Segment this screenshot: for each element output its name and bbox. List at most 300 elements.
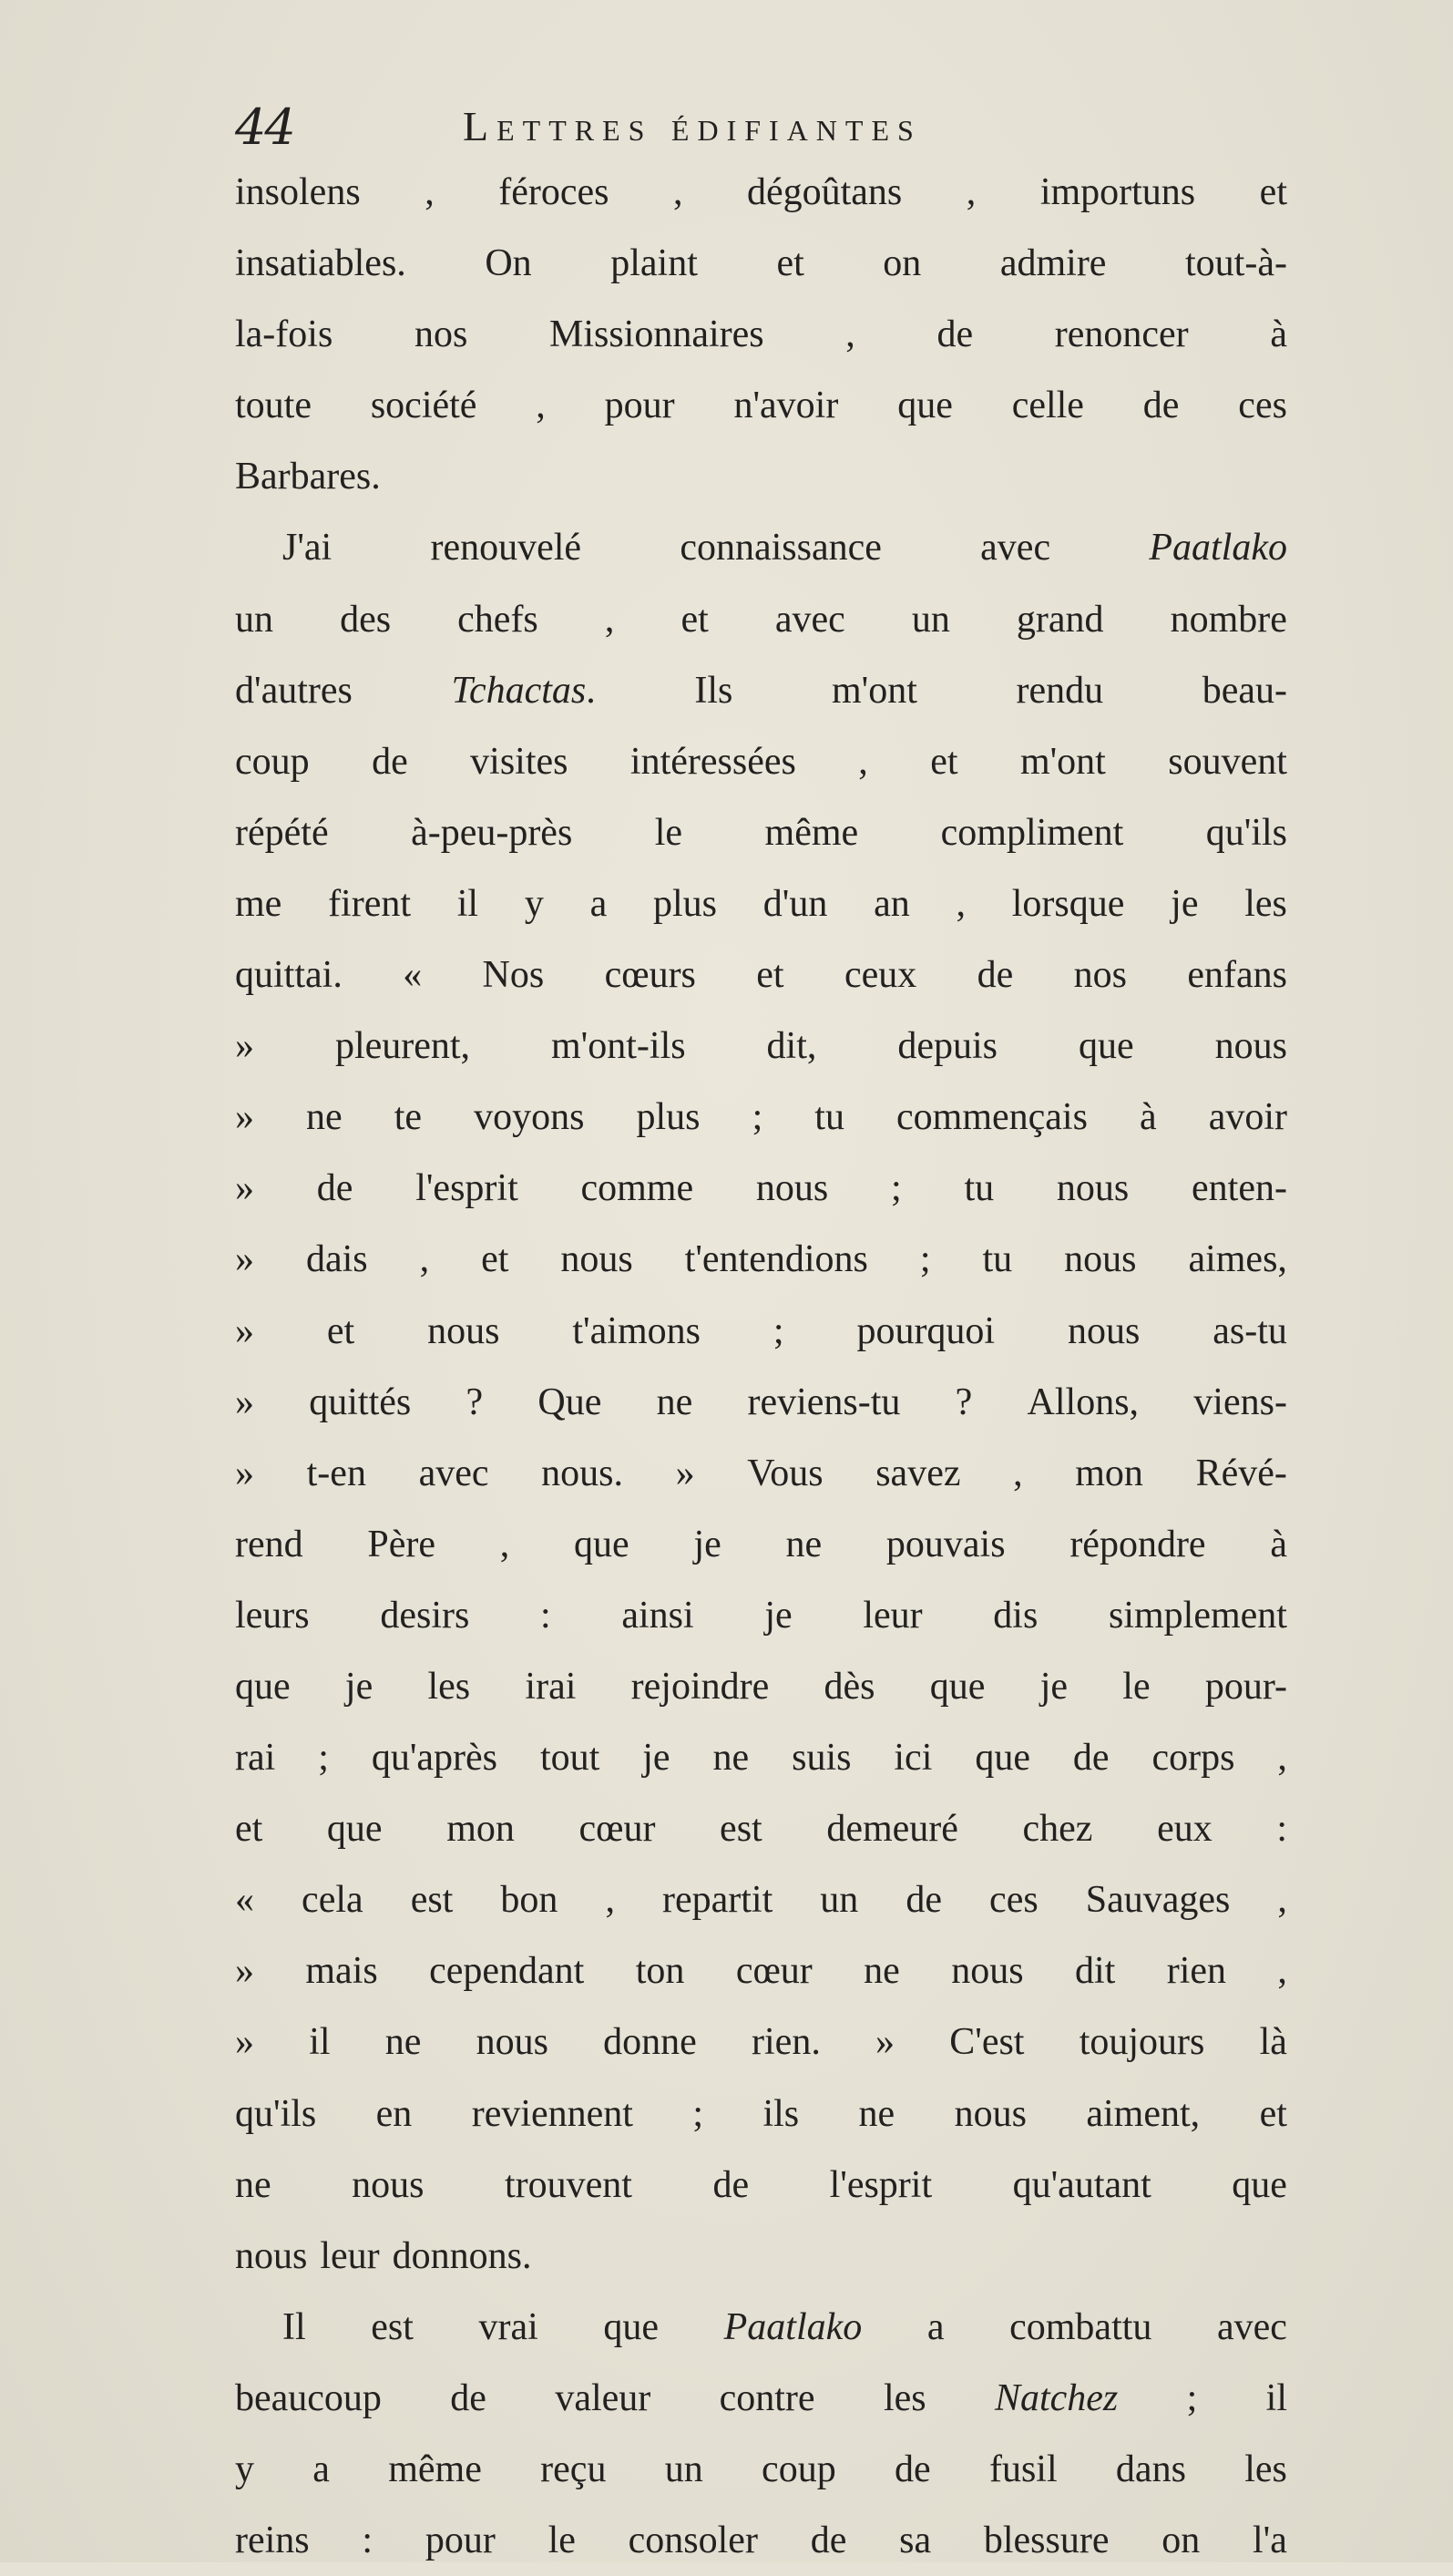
word: a — [312, 2448, 330, 2490]
word: rendu — [1016, 669, 1104, 712]
word: Que — [537, 1380, 602, 1423]
word: dit — [1074, 1950, 1116, 1993]
word: le — [654, 811, 683, 854]
word: rend — [235, 1523, 303, 1565]
word: que — [929, 1665, 986, 1708]
word: et — [756, 954, 784, 997]
word: reins — [235, 2520, 310, 2562]
word: l'esprit — [415, 1167, 518, 1210]
word: bon — [500, 1879, 558, 1922]
word: je — [693, 1523, 721, 1565]
word: l'a — [1252, 2520, 1287, 2562]
text-line — [235, 2505, 1287, 2576]
word: donne — [603, 2021, 697, 2064]
word: que — [897, 385, 953, 427]
word: , — [536, 385, 546, 427]
word: un — [235, 598, 273, 641]
word: ne — [785, 1523, 823, 1565]
word: Paatlako — [723, 2305, 863, 2348]
word: ne — [384, 2021, 422, 2064]
word: tu — [814, 1096, 844, 1139]
text-line — [235, 939, 1287, 1011]
page-number: 44 — [235, 98, 294, 156]
word: l'esprit — [829, 2163, 933, 2206]
text-line — [235, 2434, 1287, 2505]
text-line — [235, 2363, 1287, 2434]
word: eux — [1157, 1808, 1213, 1851]
word: ? — [466, 1380, 484, 1423]
word: ? — [955, 1380, 973, 1423]
word: grand — [1016, 598, 1104, 641]
word: ici — [894, 1737, 933, 1780]
word: » — [675, 1452, 695, 1494]
word: , — [604, 598, 615, 641]
word: la-fois — [235, 313, 333, 356]
word: je — [764, 1594, 793, 1637]
word: quittai. — [235, 954, 343, 997]
word: cœurs — [604, 954, 696, 997]
word: Missionnaires — [548, 313, 764, 356]
word: cela — [302, 1879, 363, 1922]
word: nous — [951, 1950, 1024, 1993]
word: Il — [282, 2305, 306, 2348]
word: ; — [919, 1238, 931, 1281]
word: plus — [636, 1096, 701, 1139]
word: repartit — [661, 1879, 773, 1922]
word: : — [1276, 1808, 1287, 1851]
word: Père — [367, 1523, 436, 1565]
word: , — [1277, 1737, 1287, 1780]
word: ; — [692, 2092, 704, 2135]
text-line — [235, 228, 1287, 299]
word: de — [906, 1879, 942, 1922]
word: nous — [235, 2234, 308, 2277]
word: là — [1259, 2021, 1287, 2064]
word: rien — [1166, 1950, 1226, 1993]
word: , — [425, 171, 435, 213]
word: dit, — [766, 1025, 817, 1068]
word: et — [235, 1808, 263, 1851]
word: ; — [1186, 2376, 1198, 2419]
word: nos — [1073, 954, 1127, 997]
word: ; — [891, 1167, 902, 1210]
word: à-peu-près — [411, 811, 573, 854]
word: » — [235, 1309, 254, 1352]
word: que — [1078, 1025, 1134, 1068]
word: sa — [899, 2520, 932, 2562]
word: contre — [719, 2376, 815, 2419]
word: à — [1270, 1523, 1287, 1565]
word: je — [344, 1665, 373, 1708]
word: mon — [1075, 1452, 1143, 1494]
word: » — [235, 1167, 254, 1210]
word: ceux — [844, 954, 917, 997]
word: avec — [418, 1452, 489, 1494]
word: reviens-tu — [747, 1380, 901, 1423]
word: C'est — [949, 2021, 1025, 2064]
text-line — [235, 1153, 1287, 1224]
word: il — [309, 2021, 331, 2064]
word: est — [720, 1808, 762, 1851]
word: chez — [1022, 1808, 1093, 1851]
word: Tchactas. — [451, 669, 596, 712]
text-line — [235, 1722, 1287, 1793]
word: qu'après — [371, 1737, 498, 1780]
word: , — [858, 740, 868, 783]
word: fusil — [988, 2448, 1058, 2490]
word: Révé- — [1195, 1452, 1287, 1494]
word: nous — [427, 1309, 500, 1352]
word: que — [603, 2305, 660, 2348]
word: un — [820, 1879, 859, 1922]
word: qu'ils — [1205, 811, 1287, 854]
word: t-en — [306, 1452, 366, 1494]
word: avec — [774, 598, 845, 641]
word: importuns — [1039, 171, 1196, 213]
word: leur — [863, 1594, 923, 1637]
word: les — [1244, 882, 1287, 925]
word: de — [712, 2163, 750, 2206]
word: de — [936, 313, 974, 356]
word: desirs — [380, 1594, 470, 1637]
word: Paatlako — [1149, 527, 1287, 570]
word: un — [664, 2448, 703, 2490]
word: me — [235, 882, 282, 925]
word: beau- — [1202, 669, 1287, 712]
running-title: Lettres édifiantes — [463, 103, 922, 149]
word: cœur — [735, 1950, 813, 1993]
word: ainsi — [621, 1594, 694, 1637]
word: firent — [328, 882, 412, 925]
word: d'un — [762, 882, 828, 925]
word: t'entendions — [684, 1238, 868, 1281]
text-line — [235, 2292, 1287, 2363]
word: pour- — [1204, 1665, 1287, 1708]
text-line — [235, 1793, 1287, 1864]
word: tout-à- — [1185, 242, 1287, 285]
word: qu'autant — [1012, 2163, 1151, 2206]
word: insolens — [235, 171, 361, 213]
word: insatiables. — [235, 242, 406, 285]
word: avec — [1217, 2305, 1287, 2348]
word: les — [427, 1665, 471, 1708]
page-header — [235, 98, 1310, 162]
text-line — [235, 1580, 1287, 1651]
word: et — [326, 1309, 355, 1352]
word: de — [895, 2448, 931, 2490]
word: est — [371, 2305, 414, 2348]
word: répondre — [1069, 1523, 1206, 1565]
word: pour — [425, 2520, 496, 2562]
word: ne — [858, 2092, 895, 2135]
word: dis — [993, 1594, 1039, 1637]
word: même — [388, 2448, 482, 2490]
word: à — [1270, 313, 1287, 356]
text-line — [235, 1651, 1287, 1722]
word: savez — [875, 1452, 961, 1494]
word: et — [930, 740, 958, 783]
word: pouvais — [885, 1523, 1006, 1565]
word: chefs — [457, 598, 538, 641]
word: tu — [982, 1238, 1013, 1281]
text-line — [235, 299, 1287, 370]
word: y — [524, 882, 544, 925]
word: aiment, — [1086, 2092, 1201, 2135]
text-line — [235, 1935, 1287, 2006]
word: enfans — [1187, 954, 1287, 997]
word: ; — [318, 1737, 329, 1780]
word: que — [574, 1523, 629, 1565]
word: et — [776, 242, 804, 285]
word: mais — [305, 1950, 378, 1993]
word: ces — [1238, 385, 1287, 427]
word: irai — [525, 1665, 577, 1708]
word: renoncer — [1054, 313, 1189, 356]
word: ne — [235, 2163, 271, 2206]
word: de — [1142, 385, 1180, 427]
word: nous — [954, 2092, 1027, 2135]
word: je — [1039, 1665, 1069, 1708]
text-line — [235, 2221, 1287, 2292]
word: plaint — [610, 242, 698, 285]
word: » — [235, 1380, 254, 1423]
word: leurs — [235, 1594, 310, 1637]
word: cependant — [429, 1950, 585, 1993]
word: , — [956, 882, 967, 925]
word: y — [235, 2448, 254, 2490]
text-line — [235, 1367, 1287, 1438]
text-line — [235, 1438, 1287, 1509]
word: que — [326, 1808, 383, 1851]
word: en — [375, 2092, 413, 2135]
text-line — [235, 584, 1287, 655]
word: demeuré — [826, 1808, 958, 1851]
text-line — [235, 370, 1287, 441]
word: J'ai — [282, 527, 333, 570]
word: , — [1277, 1879, 1287, 1922]
word: un — [911, 598, 950, 641]
word: que — [235, 1665, 291, 1708]
word: a — [589, 882, 608, 925]
word: de — [1072, 1737, 1110, 1780]
word: » — [235, 1950, 254, 1993]
word: consoler — [628, 2520, 758, 2562]
text-line — [235, 655, 1287, 726]
word: » — [235, 1096, 254, 1139]
text-line — [235, 1296, 1287, 1367]
word: avoir — [1208, 1096, 1287, 1139]
word: , — [419, 1238, 430, 1281]
word: nous — [1068, 1309, 1141, 1352]
text-line — [235, 157, 1287, 228]
word: nous — [1056, 1167, 1130, 1210]
word: as-tu — [1213, 1309, 1287, 1352]
word: de — [977, 954, 1014, 997]
word: connaissance — [680, 527, 882, 570]
text-line — [235, 2078, 1287, 2150]
word: commençais — [896, 1096, 1088, 1139]
word: , — [605, 1879, 615, 1922]
word: an — [874, 882, 910, 925]
text-line — [235, 1011, 1287, 1082]
word: renouvelé — [430, 527, 582, 570]
word: dais — [305, 1238, 368, 1281]
word: beaucoup — [235, 2376, 382, 2419]
word: » — [235, 1025, 254, 1068]
word: lorsque — [1011, 882, 1125, 925]
word: dans — [1115, 2448, 1186, 2490]
word: coup — [235, 740, 310, 783]
word: des — [340, 598, 392, 641]
word: Allons, — [1027, 1380, 1140, 1423]
word: de — [810, 2520, 847, 2562]
word: quittés — [309, 1380, 412, 1423]
word: Vous — [747, 1452, 824, 1494]
word: rejoindre — [630, 1665, 770, 1708]
text-line — [235, 797, 1287, 868]
text-line — [235, 1224, 1287, 1295]
word: viens- — [1193, 1380, 1287, 1423]
word: il — [456, 882, 479, 925]
word: corps — [1151, 1737, 1235, 1780]
text-line — [235, 726, 1287, 797]
word: te — [394, 1096, 423, 1139]
word: de — [450, 2376, 486, 2419]
word: ils — [762, 2092, 800, 2135]
word: intéressées — [629, 740, 796, 783]
word: que — [1232, 2163, 1287, 2206]
word: cœur — [578, 1808, 656, 1851]
word: je — [1171, 882, 1199, 925]
word: coup — [762, 2448, 836, 2490]
word: admire — [999, 242, 1107, 285]
text-line — [235, 512, 1287, 583]
word: suis — [792, 1737, 852, 1780]
word: le — [1122, 1665, 1151, 1708]
word: société — [370, 385, 477, 427]
word: m'ont — [1019, 740, 1106, 783]
word: trouvent — [504, 2163, 632, 2206]
word: et — [680, 598, 709, 641]
word: nombre — [1170, 598, 1287, 641]
word: tu — [964, 1167, 995, 1210]
word: rai — [235, 1737, 276, 1780]
word: « — [235, 1879, 254, 1922]
word: comme — [580, 1167, 694, 1210]
word: féroces — [498, 171, 609, 213]
word: nos — [414, 313, 468, 356]
word: leur — [320, 2234, 380, 2277]
word: enten- — [1192, 1167, 1287, 1210]
word: nous — [352, 2163, 425, 2206]
word: mon — [446, 1808, 515, 1851]
word: rien. — [752, 2021, 821, 2064]
word: souvent — [1168, 740, 1287, 783]
word: et — [481, 1238, 509, 1281]
text-line — [235, 1864, 1287, 1935]
word: ; — [773, 1309, 784, 1352]
word: , — [1277, 1950, 1287, 1993]
word: je — [642, 1737, 670, 1780]
word: , — [845, 313, 855, 356]
word: pour — [604, 385, 675, 427]
word: nous — [1064, 1238, 1137, 1281]
word: t'aimons — [572, 1309, 701, 1352]
word: d'autres — [235, 669, 353, 712]
word: les — [1244, 2448, 1287, 2490]
word: » — [235, 1238, 254, 1281]
body-text — [235, 157, 1287, 2576]
word: , — [966, 171, 977, 213]
word: m'ont-ils — [551, 1025, 686, 1068]
word: qu'ils — [235, 2092, 317, 2135]
word: nous — [1214, 1025, 1287, 1068]
text-line — [235, 441, 1287, 512]
word: blessure — [983, 2520, 1110, 2562]
word: toute — [235, 385, 312, 427]
text-line — [235, 868, 1287, 939]
word: » — [235, 2021, 254, 2064]
word: , — [672, 171, 683, 213]
word: donnons. — [392, 2234, 532, 2277]
word: reçu — [540, 2448, 607, 2490]
word: dégoûtans — [746, 171, 903, 213]
word: depuis — [897, 1025, 998, 1068]
word: tout — [539, 1737, 600, 1780]
word: toujours — [1079, 2021, 1205, 2064]
word: , — [1013, 1452, 1023, 1494]
word: ton — [635, 1950, 685, 1993]
word: voyons — [474, 1096, 585, 1139]
word: nous — [755, 1167, 829, 1210]
word: ne — [712, 1737, 750, 1780]
word: est — [410, 1879, 454, 1922]
word: » — [235, 1452, 254, 1494]
word: ne — [864, 1950, 900, 1993]
word: : — [362, 2520, 373, 2562]
text-line — [235, 2006, 1287, 2078]
word: à — [1139, 1096, 1157, 1139]
word: les — [883, 2376, 926, 2419]
word: nous — [476, 2021, 548, 2064]
word: pleurent, — [334, 1025, 471, 1068]
word: m'ont — [831, 669, 917, 712]
word: ; — [752, 1096, 763, 1139]
word: ces — [989, 1879, 1039, 1922]
word: on — [883, 242, 922, 285]
word: pourquoi — [856, 1309, 996, 1352]
word: nous. — [541, 1452, 624, 1494]
word: avec — [980, 527, 1051, 570]
word: nous — [560, 1238, 633, 1281]
word: que — [975, 1737, 1030, 1780]
word: « — [403, 954, 423, 997]
word: , — [499, 1523, 510, 1565]
word: dès — [824, 1665, 875, 1708]
word: de — [372, 740, 408, 783]
word: visites — [470, 740, 568, 783]
text-line — [235, 1082, 1287, 1153]
word: Natchez — [994, 2376, 1119, 2419]
word: de — [316, 1167, 353, 1210]
word: il — [1265, 2376, 1287, 2419]
word: le — [547, 2520, 576, 2562]
word: : — [540, 1594, 551, 1637]
word: Nos — [482, 954, 545, 997]
word: aimes, — [1188, 1238, 1287, 1281]
word: et — [1259, 2092, 1287, 2135]
word: a — [926, 2305, 945, 2348]
